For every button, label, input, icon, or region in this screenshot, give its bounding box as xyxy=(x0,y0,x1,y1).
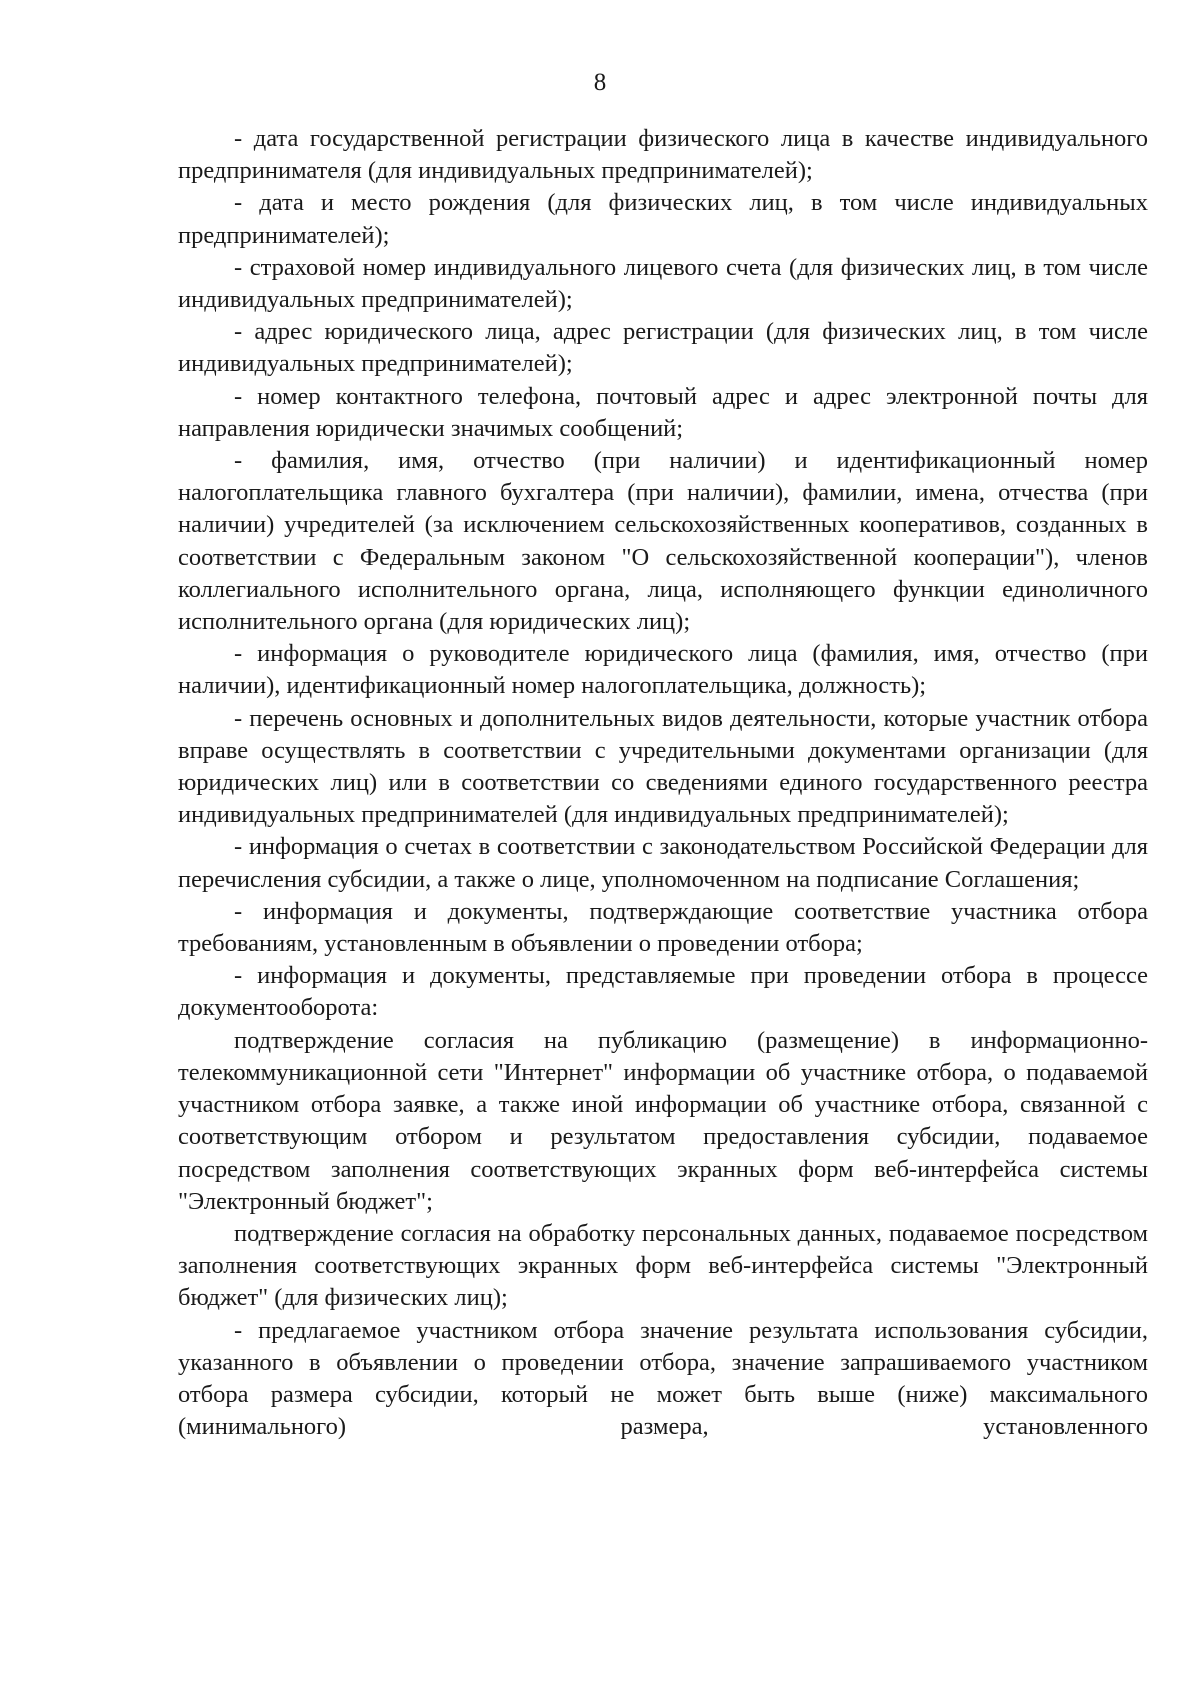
paragraph-compliance-documents: - информация и документы, подтверждающие соответствие участника отбора требованиям, установленным в объявлении о проведении отбора; xyxy=(178,897,1148,958)
page-number: 8 xyxy=(593,69,607,96)
paragraph-result-value: - предлагаемое участником отбора значение результата использования субсидии, указанного в объявлении о проведении отбора, значение запрашиваемого участником отбора размера субсидии, который не может быть выше (ниже) максимального (минимального) размера, установленного xyxy=(178,1316,1148,1441)
paragraph-personal-data-consent: подтверждение согласия на обработку персональных данных, подаваемое посредством заполнения соответствующих экранных форм веб-интерфейса системы "Электронный бюджет" (для физических лиц); xyxy=(178,1219,1148,1312)
paragraph-activity-list: - перечень основных и дополнительных видов деятельности, которые участник отбора вправе осуществлять в соответствии с учредительными документами организации (для юридических лиц) или в соответствии со сведениями единого государственного реестра индивидуальных предпринимателей (для индивидуальных предпринимателей); xyxy=(178,704,1148,829)
paragraph-legal-address: - адрес юридического лица, адрес регистрации (для физических лиц, в том числе индивидуальных предпринимателей); xyxy=(178,318,1148,378)
paragraph-head-info: - информация о руководителе юридического лица (фамилия, имя, отчество (при наличии), идентификационный номер налогоплательщика, должность); xyxy=(178,640,1148,700)
paragraph-insurance-number: - страховой номер индивидуального лицевого счета (для физических лиц, в том числе индивидуальных предпринимателей); xyxy=(178,253,1148,314)
paragraph-contact-info: - номер контактного телефона, почтовый адрес и адрес электронной почты для направления юридически значимых сообщений; xyxy=(178,382,1148,442)
paragraph-birth-date-place: - дата и место рождения (для физических лиц, в том числе индивидуальных предпринимателей); xyxy=(178,189,1148,249)
document-body xyxy=(178,123,1148,1443)
paragraph-selection-documents: - информация и документы, представляемые при проведении отбора в процессе документооборота: xyxy=(178,962,1148,1022)
paragraph-bank-accounts: - информация о счетах в соответствии с законодательством Российской Федерации для перечисления субсидии, а также о лице, уполномоченном на подписание Соглашения; xyxy=(178,833,1148,893)
paragraph-publication-consent: подтверждение согласия на публикацию (размещение) в информационно-телекоммуникационной сети "Интернет" информации об участнике отбора, о подаваемой участником отбора заявке, а также иной информации об участнике отбора, связанной с соответствующим отбором и результатом предоставления субсидии, подаваемое посредством заполнения соответствующих экранных форм веб-интерфейса системы "Электронный бюджет"; xyxy=(178,1026,1148,1215)
paragraph-registration-date: - дата государственной регистрации физического лица в качестве индивидуального предпринимателя (для индивидуальных предпринимателей); xyxy=(178,125,1148,185)
paragraph-accountant-founders: - фамилия, имя, отчество (при наличии) и идентификационный номер налогоплательщика главного бухгалтера (при наличии), фамилии, имена, отчества (при наличии) учредителей (за исключением сельскохозяйственных кооперативов, созданных в соответствии с Федеральным законом "О сельскохозяйственной кооперации"), членов коллегиального исполнительного органа, лица, исполняющего функции единоличного исполнительного органа (для юридических лиц); xyxy=(178,447,1148,636)
